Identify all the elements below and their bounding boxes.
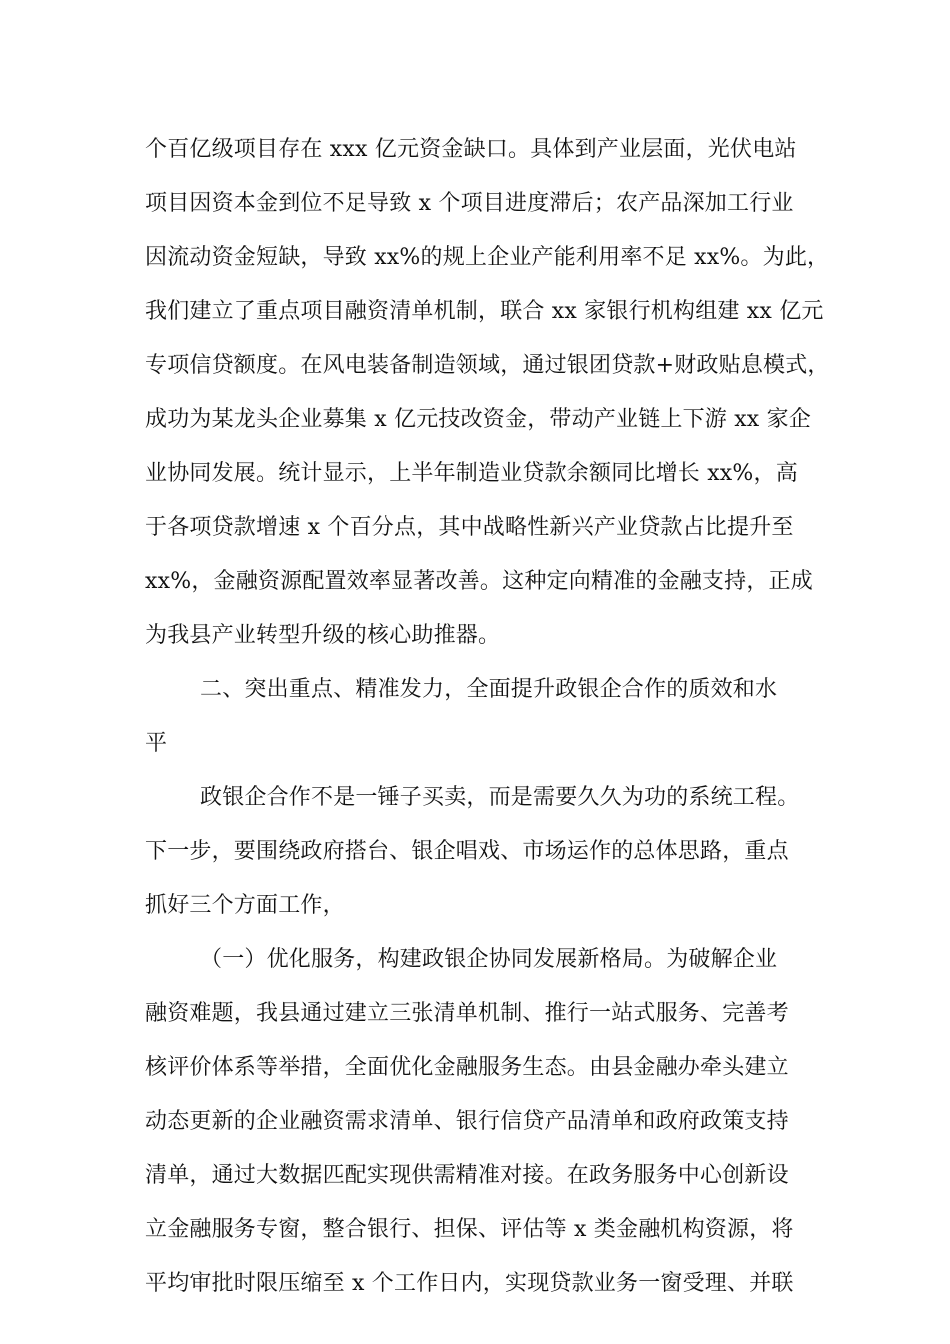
- text-line: 政银企合作不是一锤子买卖，而是需要久久为功的系统工程。: [200, 785, 800, 810]
- text-line: 融资难题，我县通过建立三张清单机制、推行一站式服务、完善考: [145, 1001, 789, 1026]
- subsection-line: （一）优化服务，构建政银企协同发展新格局。为破解企业: [200, 947, 778, 972]
- text-line: 立金融服务专窗，整合银行、担保、评估等 x 类金融机构资源，将: [145, 1217, 794, 1242]
- section-heading-line: 二、突出重点、精准发力，全面提升政银企合作的质效和水: [200, 677, 778, 702]
- text-line: 平均审批时限压缩至 x 个工作日内，实现贷款业务一窗受理、并联: [145, 1271, 794, 1296]
- text-line: 项目因资本金到位不足导致 x 个项目进度滞后；农产品深加工行业: [145, 191, 794, 216]
- text-line: 核评价体系等举措，全面优化金融服务生态。由县金融办牵头建立: [145, 1055, 789, 1080]
- text-line: 成功为某龙头企业募集 x 亿元技改资金，带动产业链上下游 xx 家企: [145, 407, 811, 432]
- text-line: 为我县产业转型升级的核心助推器。: [145, 623, 501, 648]
- text-line: 清单，通过大数据匹配实现供需精准对接。在政务服务中心创新设: [145, 1163, 789, 1188]
- text-line: 业协同发展。统计显示，上半年制造业贷款余额同比增长 xx%，高: [145, 461, 798, 486]
- text-line: 我们建立了重点项目融资清单机制，联合 xx 家银行机构组建 xx 亿元: [145, 299, 824, 324]
- text-line: xx%，金融资源配置效率显著改善。这种定向精准的金融支持，正成: [145, 569, 813, 594]
- text-line: 专项信贷额度。在风电装备制造领域，通过银团贷款+财政贴息模式，: [145, 353, 830, 378]
- text-line: 下一步，要围绕政府搭台、银企唱戏、市场运作的总体思路，重点: [145, 839, 789, 864]
- text-line: 动态更新的企业融资需求清单、银行信贷产品清单和政府政策支持: [145, 1109, 789, 1134]
- text-line: 抓好三个方面工作，: [145, 893, 345, 918]
- text-line: 因流动资金短缺，导致 xx%的规上企业产能利用率不足 xx%。为此，: [145, 245, 830, 270]
- section-heading-line: 平: [145, 731, 168, 756]
- text-line: 个百亿级项目存在 xxx 亿元资金缺口。具体到产业层面，光伏电站: [145, 137, 797, 162]
- text-line: 于各项贷款增速 x 个百分点，其中战略性新兴产业贷款占比提升至: [145, 515, 794, 540]
